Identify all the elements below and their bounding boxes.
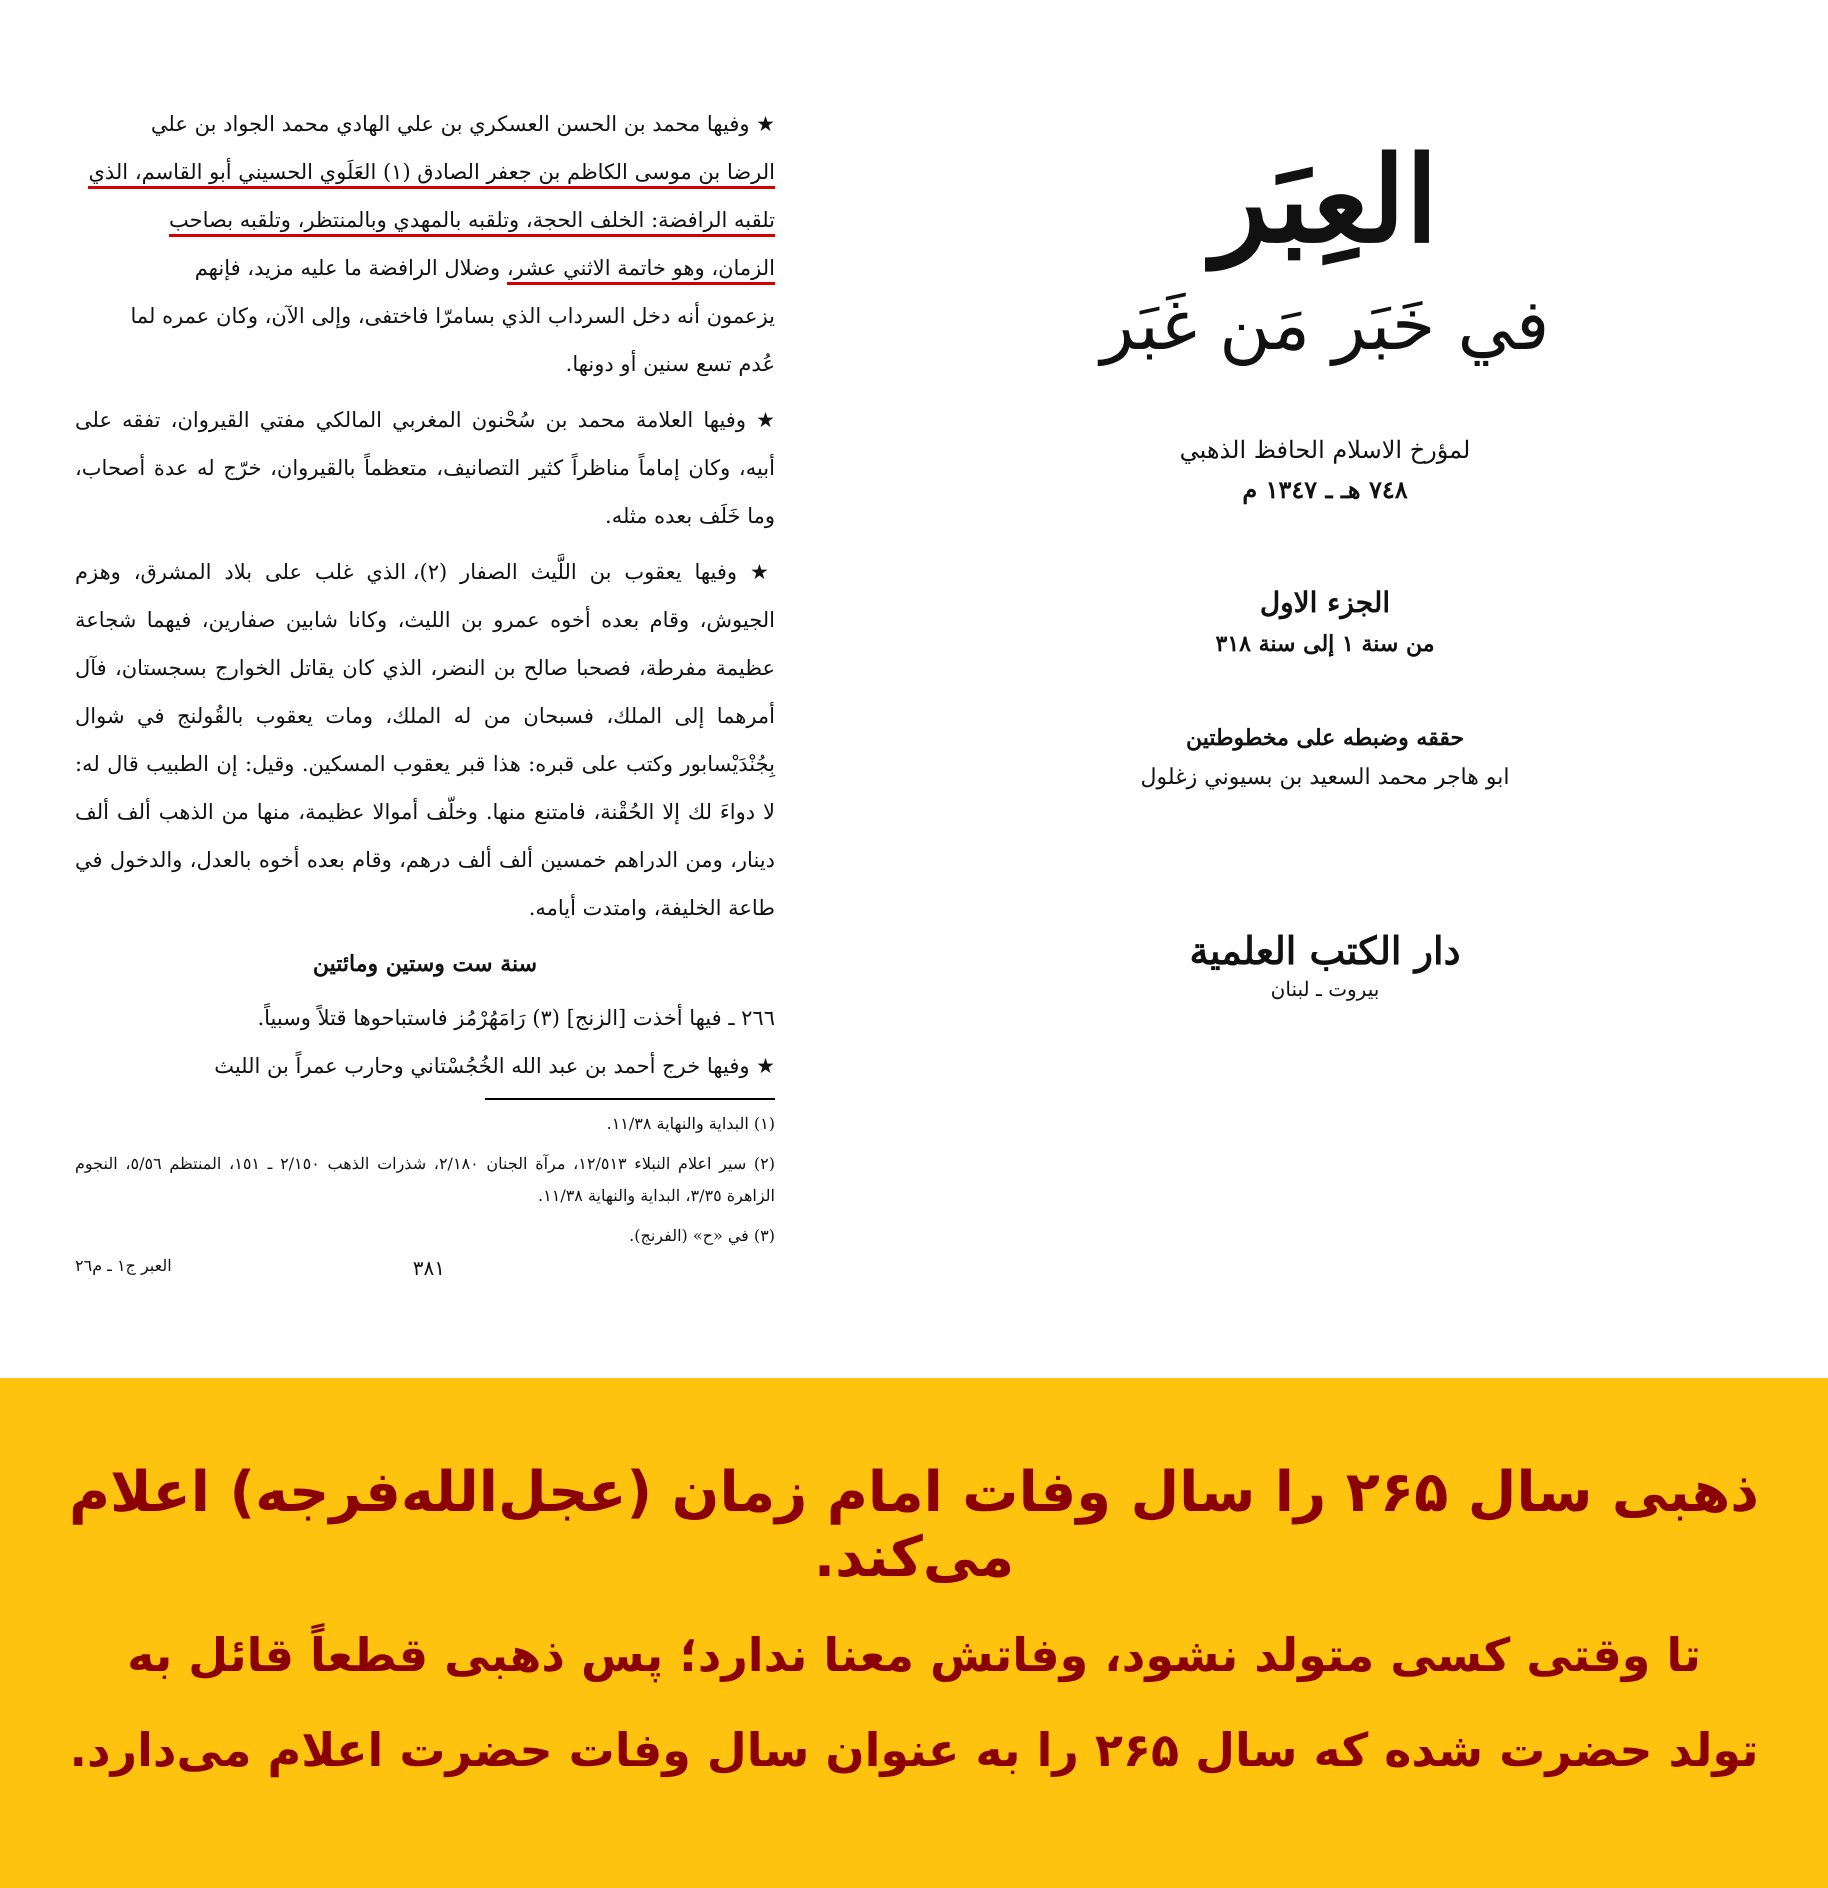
page-number: ٣٨١ [412,1256,445,1280]
text-line: يزعمون أنه دخل السرداب الذي بسامرّا فاختفى، وإلى الآن، وكان عمره لما [130,304,775,328]
footnote-1: (١) البداية والنهاية ١١/٣٨. [606,1114,775,1133]
underlined-text-line: الزمان، وهو خاتمة الاثني عشر، [507,256,775,285]
publisher-name: دار الكتب العلمية [1189,928,1461,973]
paragraph-yaqub: ★ وفيها يعقوب بن اللَّيث الصفار (٢)، الذي غلب على بلاد المشرق، وهزم الجيوش، وقام بعده أخوه عمرو بن الليث، وكانا شابين صفارين، فيهما شجاعة عظيمة مفرطة، فصحبا صالح بن النضر، الذي كان يقاتل الخوارج بسجستان، فآل أمرهما إلى الملك، فسبحان من له الملك، ومات يعقوب بالقُولنج في شوال بِجُنْدَيْسابور وكتب على قبره: هذا قبر يعقوب المسكين. وقيل: إن الطبيب قال له: لا دواءَ لك إلا الحُقْنة، فامتنع منها. وخلّف أموالا عظيمة، منها من الذهب ألف ألف دينار، ومن الدراهم خمسين ألف ألف درهم، وقام بعده أخوه بالعدل، والدخول في طاعة الخليفة، وامتدت أيامه. [75,560,775,920]
underlined-text-line: تلقبه الرافضة: الخلف الحجة، وتلقبه بالمهدي وبالمنتظر، وتلقبه بصاحب [169,208,775,237]
year-heading: سنة ست وستين ومائتين [312,951,538,977]
editor-line: حققه وضبطه على مخطوطتين [1185,725,1465,751]
paragraph-sahnun: ★ وفيها العلامة محمد بن سُحْنون المغربي المالكي مفتي القيروان، تفقه على أبيه، وكان إماماً مناظراً كثير التصانيف، متعظماً بالقيروان، خرّج له عدة أصحاب، وما خَلَف بعده مثله. [75,408,775,528]
text-line: عُدم تسع سنين أو دونها. [565,352,775,376]
underlined-text-line: الرضا بن موسى الكاظم بن جعفر الصادق (١) العَلَوي الحسيني أبو القاسم، الذي [88,160,775,189]
printer-signature: العبر ج١ ـ م٢٦ [75,1256,172,1275]
footnote-2: (٢) سير اعلام النبلاء ١٢/٥١٣، مرآة الجنان ٢/١٨٠، شذرات الذهب ٢/١٥٠ ـ ١٥١، المنتظم ٥/٥٦، النجوم الزاهرة ٣/٣٥، البداية والنهاية ١١/٣٨. [75,1154,776,1205]
book-title: العِبَر [1211,130,1439,269]
footnote-divider [485,1098,775,1100]
text-line: وضلال الرافضة ما عليه مزيد، فإنهم [194,256,507,280]
title-page [1050,100,1600,1004]
author-line: لمؤرخ الاسلام الحافظ الذهبي [1179,436,1471,464]
paragraph-266: ٢٦٦ ـ فيها أخذت [الزنج] (٣) رَامَهُرْمُز فاستباحوها قتلاً وسبياً. [257,1006,775,1030]
volume-range: من سنة ١ إلى سنة ٣١٨ [1215,631,1435,657]
caption-band [0,1378,1828,1888]
paragraph-mahdi [75,100,775,388]
text-line: ★ وفيها محمد بن الحسن العسكري بن علي الهادي محمد الجواد بن علي [150,112,775,136]
author-dates: ٧٤٨ هـ ـ ١٣٤٧ م [1242,475,1408,504]
paragraph-khujistani: ★ وفيها خرج أحمد بن عبد الله الخُجُسْتاني وحارب عمراً بن الليث [214,1054,775,1078]
caption-line: تولد حضرت شده که سال ۲۶۵ را به عنوان سال وفات حضرت اعلام می‌دارد. [69,1723,1759,1777]
publisher-city: بيروت ـ لبنان [1270,977,1380,1001]
footnote-3: (٣) في «ح» (الفرنج). [629,1226,775,1245]
editor-name: ابو هاجر محمد السعيد بن بسيوني زغلول [1140,765,1510,790]
book-subtitle: في خَبَر مَن غَبَر [1100,284,1550,366]
book-text-page [75,100,775,1260]
caption-line: تا وقتی کسی متولد نشود، وفاتش معنا ندارد؛ پس ذهبی قطعاً قائل به [127,1628,1701,1682]
caption-headline: ذهبی سال ۲۶۵ را سال وفات امام زمان (عجل‌الله‌فرجه) اعلام می‌کند. [68,1460,1760,1590]
volume-label: الجزء الاول [1259,586,1391,619]
